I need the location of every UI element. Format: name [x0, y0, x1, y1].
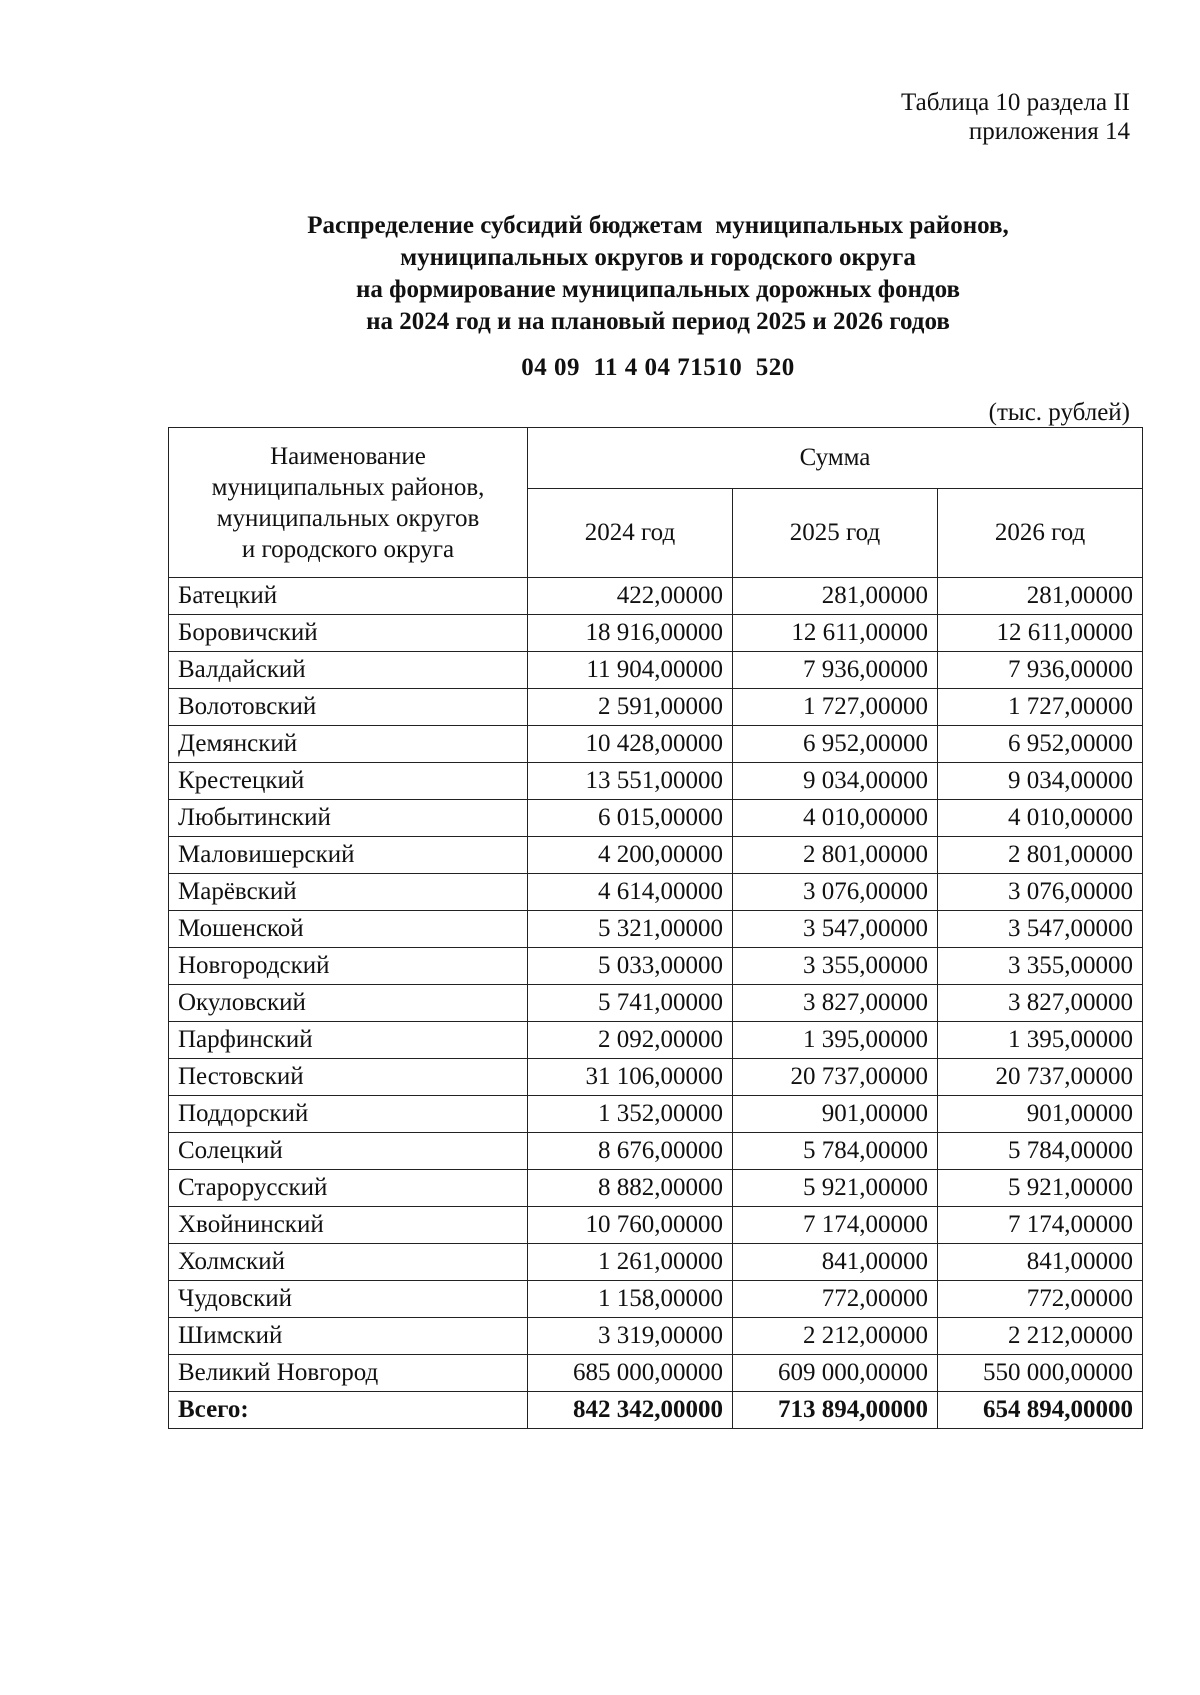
- municipality-name: Волотовский: [169, 689, 528, 726]
- value-2024: 5 321,00000: [528, 911, 733, 948]
- value-2026: 7 936,00000: [938, 652, 1143, 689]
- value-2024: 4 614,00000: [528, 874, 733, 911]
- table-row: [169, 1244, 1143, 1281]
- title-line-2: муниципальных округов и городского округа: [400, 244, 916, 271]
- document-reference: [901, 88, 1130, 146]
- value-2024: 11 904,00000: [528, 652, 733, 689]
- value-2026: 6 952,00000: [938, 726, 1143, 763]
- value-2024: 5 033,00000: [528, 948, 733, 985]
- municipality-name: Батецкий: [169, 578, 528, 615]
- value-2025: 5 784,00000: [733, 1133, 938, 1170]
- value-2025: 12 611,00000: [733, 615, 938, 652]
- value-2025: 7 174,00000: [733, 1207, 938, 1244]
- value-2025: 6 952,00000: [733, 726, 938, 763]
- value-2024: 685 000,00000: [528, 1355, 733, 1392]
- value-2026: 901,00000: [938, 1096, 1143, 1133]
- value-2024: 8 676,00000: [528, 1133, 733, 1170]
- value-2024: 10 428,00000: [528, 726, 733, 763]
- municipality-name: Любытинский: [169, 800, 528, 837]
- value-2025: 1 727,00000: [733, 689, 938, 726]
- municipality-name: Крестецкий: [169, 763, 528, 800]
- value-2024: 1 352,00000: [528, 1096, 733, 1133]
- value-2026: 1 727,00000: [938, 689, 1143, 726]
- reference-line-2: приложения 14: [968, 118, 1130, 145]
- municipality-name: Солецкий: [169, 1133, 528, 1170]
- value-2024: 10 760,00000: [528, 1207, 733, 1244]
- value-2024: 422,00000: [528, 578, 733, 615]
- value-2026: 20 737,00000: [938, 1059, 1143, 1096]
- value-2026: 5 921,00000: [938, 1170, 1143, 1207]
- table-row: [169, 1281, 1143, 1318]
- table-row: [169, 726, 1143, 763]
- value-2025: 2 212,00000: [733, 1318, 938, 1355]
- value-2024: 6 015,00000: [528, 800, 733, 837]
- title-line-3: на формирование муниципальных дорожных фондов: [356, 276, 960, 303]
- value-2025: 4 010,00000: [733, 800, 938, 837]
- value-2025: 7 936,00000: [733, 652, 938, 689]
- value-2026: 772,00000: [938, 1281, 1143, 1318]
- table-header-row: [169, 428, 1143, 489]
- total-row: [169, 1392, 1143, 1429]
- value-2024: 4 200,00000: [528, 837, 733, 874]
- value-2025: 1 395,00000: [733, 1022, 938, 1059]
- table-row: [169, 1133, 1143, 1170]
- value-2026: 3 547,00000: [938, 911, 1143, 948]
- table-row: [169, 874, 1143, 911]
- municipality-name: Марёвский: [169, 874, 528, 911]
- value-2025: 20 737,00000: [733, 1059, 938, 1096]
- header-year-2025: 2025 год: [733, 489, 938, 578]
- table-row: [169, 911, 1143, 948]
- municipality-name: Холмский: [169, 1244, 528, 1281]
- value-2024: 2 591,00000: [528, 689, 733, 726]
- value-2026: 2 801,00000: [938, 837, 1143, 874]
- municipality-name: Всего:: [169, 1392, 528, 1429]
- value-2025: 609 000,00000: [733, 1355, 938, 1392]
- value-2024: 1 158,00000: [528, 1281, 733, 1318]
- value-2026: 3 355,00000: [938, 948, 1143, 985]
- municipality-name: Боровичский: [169, 615, 528, 652]
- table-row: [169, 837, 1143, 874]
- value-2024: 31 106,00000: [528, 1059, 733, 1096]
- municipality-name: Великий Новгород: [169, 1355, 528, 1392]
- value-2025: 2 801,00000: [733, 837, 938, 874]
- reference-line-1: Таблица 10 раздела II: [901, 89, 1130, 116]
- municipality-name: Хвойнинский: [169, 1207, 528, 1244]
- header-name-line: и городского округа: [241, 535, 455, 563]
- value-2025: 5 921,00000: [733, 1170, 938, 1207]
- header-sum: Сумма: [528, 428, 1143, 489]
- value-2025: 772,00000: [733, 1281, 938, 1318]
- municipality-name: Новгородский: [169, 948, 528, 985]
- value-2024: 1 261,00000: [528, 1244, 733, 1281]
- table-row: [169, 652, 1143, 689]
- value-2025: 901,00000: [733, 1096, 938, 1133]
- value-2024: 8 882,00000: [528, 1170, 733, 1207]
- budget-classification-code: 04 09 11 4 04 71510 520: [521, 354, 795, 381]
- table-body: [169, 578, 1143, 1429]
- value-2026: 5 784,00000: [938, 1133, 1143, 1170]
- municipality-name: Поддорский: [169, 1096, 528, 1133]
- table-row: [169, 1170, 1143, 1207]
- value-2026: 841,00000: [938, 1244, 1143, 1281]
- table-row: [169, 1059, 1143, 1096]
- value-2026: 12 611,00000: [938, 615, 1143, 652]
- value-2026: 3 827,00000: [938, 985, 1143, 1022]
- table-row: [169, 800, 1143, 837]
- table-row: [169, 985, 1143, 1022]
- subsidy-table: [168, 427, 1143, 1429]
- header-name-line: муниципальных округов: [216, 504, 480, 532]
- value-2024: 5 741,00000: [528, 985, 733, 1022]
- value-2026: 7 174,00000: [938, 1207, 1143, 1244]
- title-line-4: на 2024 год и на плановый период 2025 и 2026 годов: [366, 308, 950, 335]
- value-2025: 713 894,00000: [733, 1392, 938, 1429]
- municipality-name: Валдайский: [169, 652, 528, 689]
- value-2024: 13 551,00000: [528, 763, 733, 800]
- value-2025: 281,00000: [733, 578, 938, 615]
- municipality-name: Шимский: [169, 1318, 528, 1355]
- value-2026: 1 395,00000: [938, 1022, 1143, 1059]
- municipality-name: Мошенской: [169, 911, 528, 948]
- value-2024: 842 342,00000: [528, 1392, 733, 1429]
- header-year-2024: 2024 год: [528, 489, 733, 578]
- value-2025: 3 827,00000: [733, 985, 938, 1022]
- municipality-name: Окуловский: [169, 985, 528, 1022]
- municipality-name: Маловишерский: [169, 837, 528, 874]
- value-2024: 18 916,00000: [528, 615, 733, 652]
- table-row: [169, 1355, 1143, 1392]
- table-row: [169, 763, 1143, 800]
- municipality-name: Парфинский: [169, 1022, 528, 1059]
- table-row: [169, 948, 1143, 985]
- table-row: [169, 578, 1143, 615]
- table-row: [169, 1022, 1143, 1059]
- title-line-1: Распределение субсидий бюджетам муниципальных районов,: [307, 212, 1009, 239]
- value-2026: 4 010,00000: [938, 800, 1143, 837]
- table-row: [169, 615, 1143, 652]
- value-2026: 654 894,00000: [938, 1392, 1143, 1429]
- value-2025: 3 355,00000: [733, 948, 938, 985]
- document-title: [168, 210, 1148, 338]
- municipality-name: Старорусский: [169, 1170, 528, 1207]
- value-2025: 841,00000: [733, 1244, 938, 1281]
- table-row: [169, 1207, 1143, 1244]
- value-2024: 2 092,00000: [528, 1022, 733, 1059]
- value-2026: 281,00000: [938, 578, 1143, 615]
- header-name-line: муниципальных районов,: [211, 473, 485, 501]
- header-year-2026: 2026 год: [938, 489, 1143, 578]
- value-2024: 3 319,00000: [528, 1318, 733, 1355]
- value-2026: 550 000,00000: [938, 1355, 1143, 1392]
- header-name-line: Наименование: [270, 442, 426, 470]
- value-2026: 3 076,00000: [938, 874, 1143, 911]
- value-2025: 3 076,00000: [733, 874, 938, 911]
- municipality-name: Чудовский: [169, 1281, 528, 1318]
- unit-label: (тыс. рублей): [988, 399, 1130, 426]
- header-name: [169, 428, 528, 578]
- table-row: [169, 1096, 1143, 1133]
- value-2025: 3 547,00000: [733, 911, 938, 948]
- municipality-name: Пестовский: [169, 1059, 528, 1096]
- value-2026: 9 034,00000: [938, 763, 1143, 800]
- table-row: [169, 1318, 1143, 1355]
- value-2025: 9 034,00000: [733, 763, 938, 800]
- table-row: [169, 689, 1143, 726]
- value-2026: 2 212,00000: [938, 1318, 1143, 1355]
- municipality-name: Демянский: [169, 726, 528, 763]
